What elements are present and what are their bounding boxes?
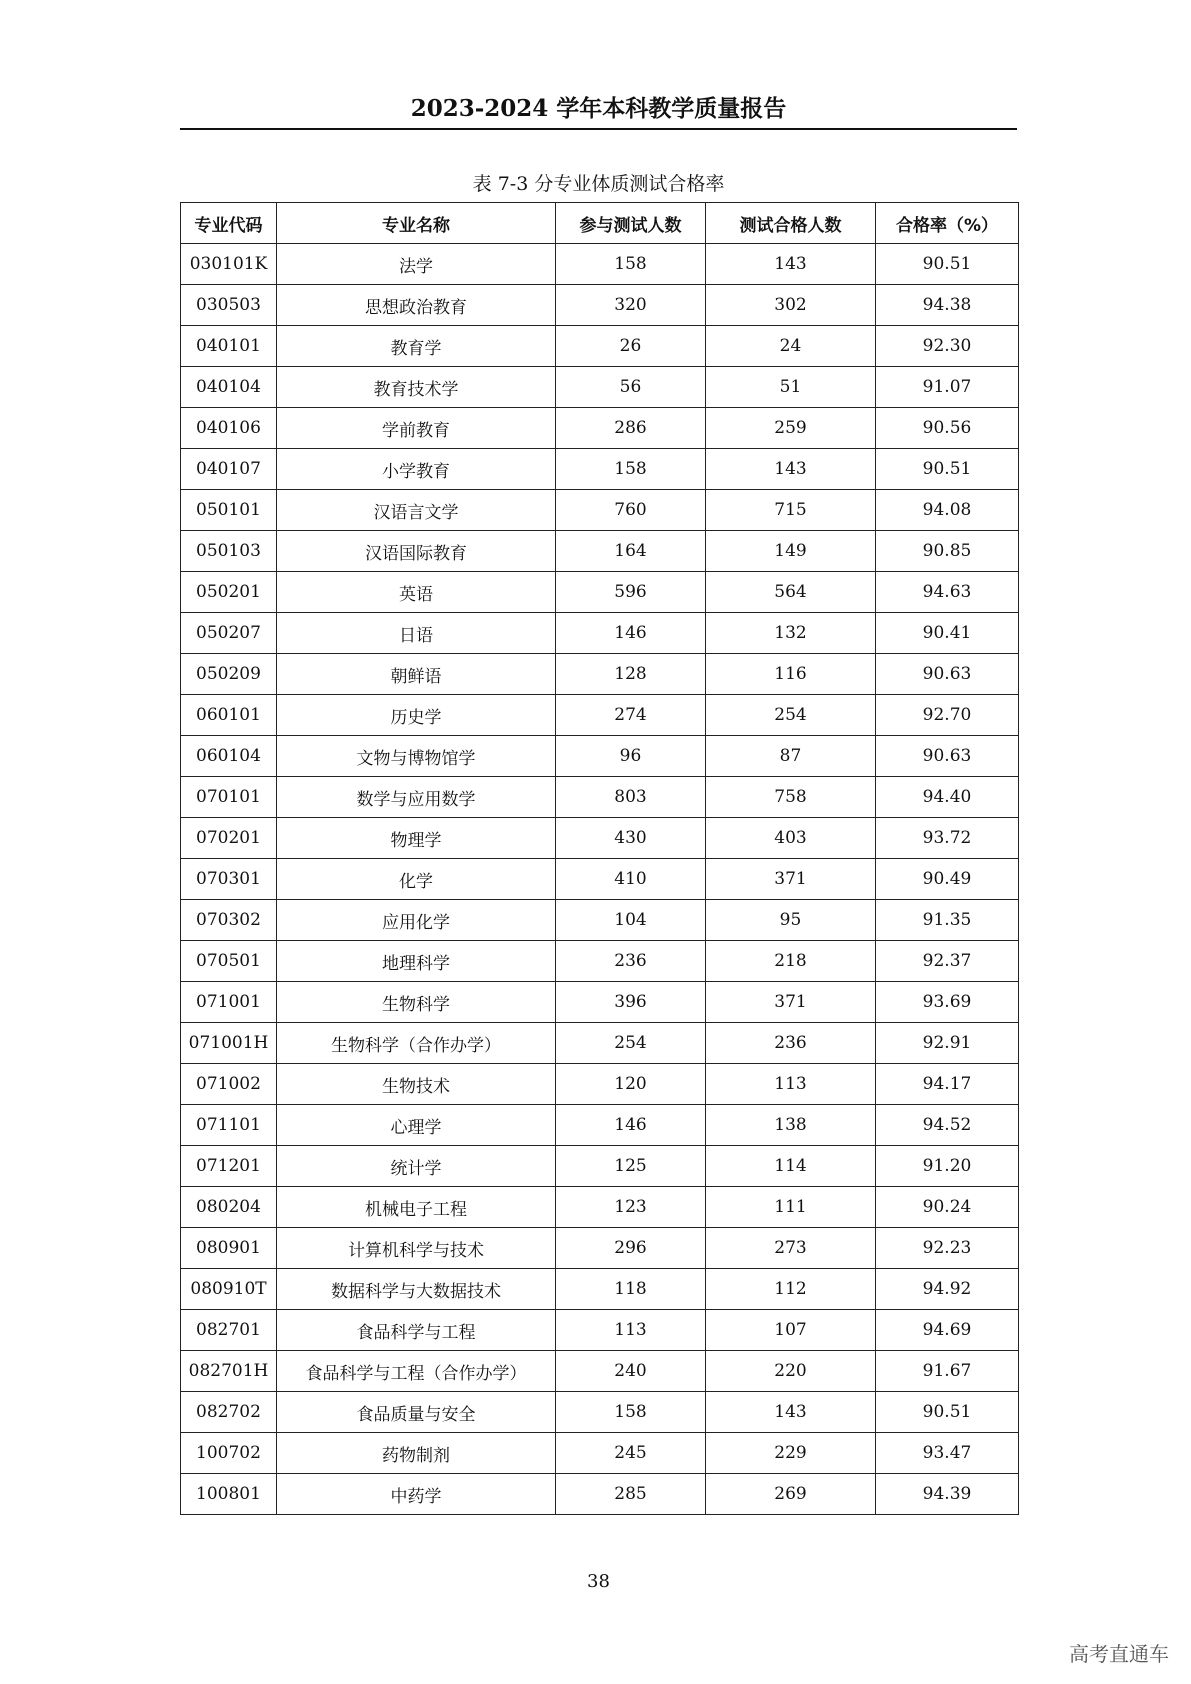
- pass-rate-cell: 94.17: [876, 1064, 1019, 1105]
- major-code-cell: 050207: [181, 613, 277, 654]
- table-row: [181, 490, 1019, 531]
- major-name-cell: 计算机科学与技术: [277, 1228, 556, 1269]
- major-name-cell: 生物科学: [277, 982, 556, 1023]
- table-row: [181, 1146, 1019, 1187]
- passed-cell: 371: [706, 859, 876, 900]
- table-row: [181, 1105, 1019, 1146]
- column-header-passed: 测试合格人数: [706, 203, 876, 244]
- passed-cell: 143: [706, 244, 876, 285]
- major-name-cell: 教育技术学: [277, 367, 556, 408]
- passed-cell: 259: [706, 408, 876, 449]
- participants-cell: 146: [556, 613, 706, 654]
- table-body: [181, 244, 1019, 1515]
- participants-cell: 245: [556, 1433, 706, 1474]
- participants-cell: 596: [556, 572, 706, 613]
- pass-rate-cell: 90.51: [876, 1392, 1019, 1433]
- major-code-cell: 060104: [181, 736, 277, 777]
- table-row: [181, 1064, 1019, 1105]
- page-title: 2023-2024 学年本科教学质量报告: [410, 95, 787, 122]
- major-name-cell: 文物与博物馆学: [277, 736, 556, 777]
- major-code-cell: 071001: [181, 982, 277, 1023]
- table-row: [181, 367, 1019, 408]
- major-name-cell: 日语: [277, 613, 556, 654]
- pass-rate-cell: 90.63: [876, 654, 1019, 695]
- major-code-cell: 050103: [181, 531, 277, 572]
- pass-rate-cell: 94.38: [876, 285, 1019, 326]
- pass-rate-cell: 93.47: [876, 1433, 1019, 1474]
- passed-cell: 564: [706, 572, 876, 613]
- participants-cell: 120: [556, 1064, 706, 1105]
- pass-rate-cell: 93.69: [876, 982, 1019, 1023]
- table-row: [181, 1474, 1019, 1515]
- pass-rate-cell: 92.70: [876, 695, 1019, 736]
- table-row: [181, 695, 1019, 736]
- table-row: [181, 244, 1019, 285]
- passed-cell: 715: [706, 490, 876, 531]
- pass-rate-cell: 94.39: [876, 1474, 1019, 1515]
- passed-cell: 24: [706, 326, 876, 367]
- passed-cell: 116: [706, 654, 876, 695]
- participants-cell: 164: [556, 531, 706, 572]
- passed-cell: 302: [706, 285, 876, 326]
- table-row: [181, 1392, 1019, 1433]
- major-code-cell: 050209: [181, 654, 277, 695]
- pass-rate-cell: 91.67: [876, 1351, 1019, 1392]
- passed-cell: 229: [706, 1433, 876, 1474]
- major-name-cell: 心理学: [277, 1105, 556, 1146]
- participants-cell: 803: [556, 777, 706, 818]
- participants-cell: 158: [556, 244, 706, 285]
- table-row: [181, 1187, 1019, 1228]
- passed-cell: 112: [706, 1269, 876, 1310]
- participants-cell: 158: [556, 449, 706, 490]
- major-code-cell: 040104: [181, 367, 277, 408]
- pass-rate-cell: 94.40: [876, 777, 1019, 818]
- pass-rate-cell: 90.85: [876, 531, 1019, 572]
- table-row: [181, 1310, 1019, 1351]
- major-name-cell: 法学: [277, 244, 556, 285]
- participants-cell: 274: [556, 695, 706, 736]
- participants-cell: 254: [556, 1023, 706, 1064]
- major-code-cell: 071002: [181, 1064, 277, 1105]
- major-code-cell: 040106: [181, 408, 277, 449]
- passed-cell: 95: [706, 900, 876, 941]
- major-code-cell: 050201: [181, 572, 277, 613]
- pass-rate-cell: 94.63: [876, 572, 1019, 613]
- page-number: 38: [587, 1571, 610, 1592]
- major-name-cell: 统计学: [277, 1146, 556, 1187]
- watermark-logo-text: 高考直通车: [1069, 1642, 1169, 1666]
- passed-cell: 143: [706, 1392, 876, 1433]
- passed-cell: 218: [706, 941, 876, 982]
- column-header-major-code: 专业代码: [181, 203, 277, 244]
- passed-cell: 87: [706, 736, 876, 777]
- major-code-cell: 050101: [181, 490, 277, 531]
- table-row: [181, 818, 1019, 859]
- major-name-cell: 食品科学与工程: [277, 1310, 556, 1351]
- passed-cell: 111: [706, 1187, 876, 1228]
- major-name-cell: 药物制剂: [277, 1433, 556, 1474]
- pass-rate-cell: 94.92: [876, 1269, 1019, 1310]
- major-name-cell: 生物科学（合作办学）: [277, 1023, 556, 1064]
- major-name-cell: 汉语国际教育: [277, 531, 556, 572]
- pass-rate-cell: 92.37: [876, 941, 1019, 982]
- participants-cell: 123: [556, 1187, 706, 1228]
- pass-rate-cell: 94.69: [876, 1310, 1019, 1351]
- pass-rate-cell: 92.91: [876, 1023, 1019, 1064]
- participants-cell: 240: [556, 1351, 706, 1392]
- table-row: [181, 982, 1019, 1023]
- pass-rate-cell: 90.24: [876, 1187, 1019, 1228]
- major-code-cell: 071101: [181, 1105, 277, 1146]
- participants-cell: 430: [556, 818, 706, 859]
- passed-cell: 149: [706, 531, 876, 572]
- passed-cell: 114: [706, 1146, 876, 1187]
- table-row: [181, 572, 1019, 613]
- passed-cell: 254: [706, 695, 876, 736]
- pass-rate-cell: 91.35: [876, 900, 1019, 941]
- table-row: [181, 736, 1019, 777]
- passed-cell: 758: [706, 777, 876, 818]
- participants-cell: 104: [556, 900, 706, 941]
- pass-rate-cell: 90.51: [876, 244, 1019, 285]
- major-code-cell: 030503: [181, 285, 277, 326]
- major-name-cell: 物理学: [277, 818, 556, 859]
- passed-cell: 113: [706, 1064, 876, 1105]
- participants-cell: 56: [556, 367, 706, 408]
- passed-cell: 138: [706, 1105, 876, 1146]
- pass-rate-cell: 90.41: [876, 613, 1019, 654]
- major-code-cell: 070501: [181, 941, 277, 982]
- participants-cell: 285: [556, 1474, 706, 1515]
- table-row: [181, 1433, 1019, 1474]
- major-code-cell: 040107: [181, 449, 277, 490]
- major-name-cell: 机械电子工程: [277, 1187, 556, 1228]
- major-name-cell: 英语: [277, 572, 556, 613]
- major-name-cell: 教育学: [277, 326, 556, 367]
- table-header-row: [181, 203, 1019, 244]
- major-name-cell: 数学与应用数学: [277, 777, 556, 818]
- major-name-cell: 朝鲜语: [277, 654, 556, 695]
- major-name-cell: 中药学: [277, 1474, 556, 1515]
- major-name-cell: 食品科学与工程（合作办学）: [277, 1351, 556, 1392]
- participants-cell: 760: [556, 490, 706, 531]
- participants-cell: 113: [556, 1310, 706, 1351]
- table-row: [181, 1269, 1019, 1310]
- table-caption: 表 7-3 分专业体质测试合格率: [472, 173, 725, 195]
- major-code-cell: 040101: [181, 326, 277, 367]
- major-code-cell: 080204: [181, 1187, 277, 1228]
- table-row: [181, 900, 1019, 941]
- major-code-cell: 071201: [181, 1146, 277, 1187]
- major-name-cell: 小学教育: [277, 449, 556, 490]
- participants-cell: 158: [556, 1392, 706, 1433]
- participants-cell: 146: [556, 1105, 706, 1146]
- major-code-cell: 100801: [181, 1474, 277, 1515]
- major-name-cell: 汉语言文学: [277, 490, 556, 531]
- major-name-cell: 食品质量与安全: [277, 1392, 556, 1433]
- major-code-cell: 071001H: [181, 1023, 277, 1064]
- column-header-pass-rate: 合格率（%）: [876, 203, 1019, 244]
- table-row: [181, 941, 1019, 982]
- major-name-cell: 数据科学与大数据技术: [277, 1269, 556, 1310]
- column-header-participants: 参与测试人数: [556, 203, 706, 244]
- column-header-major-name: 专业名称: [277, 203, 556, 244]
- table-row: [181, 613, 1019, 654]
- header-divider: [180, 128, 1017, 130]
- major-code-cell: 080901: [181, 1228, 277, 1269]
- major-code-cell: 030101K: [181, 244, 277, 285]
- major-name-cell: 历史学: [277, 695, 556, 736]
- pass-rate-cell: 90.56: [876, 408, 1019, 449]
- major-code-cell: 070301: [181, 859, 277, 900]
- participants-cell: 128: [556, 654, 706, 695]
- table-row: [181, 531, 1019, 572]
- table-row: [181, 1023, 1019, 1064]
- passed-cell: 107: [706, 1310, 876, 1351]
- participants-cell: 236: [556, 941, 706, 982]
- passed-cell: 220: [706, 1351, 876, 1392]
- participants-cell: 26: [556, 326, 706, 367]
- major-name-cell: 应用化学: [277, 900, 556, 941]
- major-code-cell: 082701H: [181, 1351, 277, 1392]
- major-code-cell: 060101: [181, 695, 277, 736]
- participants-cell: 118: [556, 1269, 706, 1310]
- pass-rate-cell: 90.51: [876, 449, 1019, 490]
- major-code-cell: 100702: [181, 1433, 277, 1474]
- pass-rate-cell: 92.30: [876, 326, 1019, 367]
- pass-rate-cell: 91.20: [876, 1146, 1019, 1187]
- table-row: [181, 1351, 1019, 1392]
- pass-rate-cell: 94.52: [876, 1105, 1019, 1146]
- passed-cell: 371: [706, 982, 876, 1023]
- table-row: [181, 285, 1019, 326]
- table-row: [181, 777, 1019, 818]
- table-row: [181, 859, 1019, 900]
- major-name-cell: 生物技术: [277, 1064, 556, 1105]
- pass-rate-cell: 92.23: [876, 1228, 1019, 1269]
- major-code-cell: 082702: [181, 1392, 277, 1433]
- participants-cell: 320: [556, 285, 706, 326]
- pass-rate-cell: 90.63: [876, 736, 1019, 777]
- table-row: [181, 326, 1019, 367]
- participants-cell: 410: [556, 859, 706, 900]
- major-code-cell: 070101: [181, 777, 277, 818]
- major-code-cell: 082701: [181, 1310, 277, 1351]
- pass-rate-cell: 91.07: [876, 367, 1019, 408]
- passed-cell: 51: [706, 367, 876, 408]
- passed-cell: 143: [706, 449, 876, 490]
- participants-cell: 296: [556, 1228, 706, 1269]
- major-code-cell: 080910T: [181, 1269, 277, 1310]
- passed-cell: 269: [706, 1474, 876, 1515]
- passed-cell: 132: [706, 613, 876, 654]
- major-code-cell: 070201: [181, 818, 277, 859]
- pass-rate-cell: 90.49: [876, 859, 1019, 900]
- major-name-cell: 思想政治教育: [277, 285, 556, 326]
- passed-cell: 236: [706, 1023, 876, 1064]
- pass-rate-cell: 93.72: [876, 818, 1019, 859]
- table-row: [181, 654, 1019, 695]
- pass-rate-table: [180, 202, 1019, 1515]
- participants-cell: 286: [556, 408, 706, 449]
- major-name-cell: 化学: [277, 859, 556, 900]
- participants-cell: 396: [556, 982, 706, 1023]
- table-row: [181, 408, 1019, 449]
- participants-cell: 96: [556, 736, 706, 777]
- pass-rate-cell: 94.08: [876, 490, 1019, 531]
- table-row: [181, 449, 1019, 490]
- major-name-cell: 地理科学: [277, 941, 556, 982]
- table-row: [181, 1228, 1019, 1269]
- passed-cell: 403: [706, 818, 876, 859]
- participants-cell: 125: [556, 1146, 706, 1187]
- major-code-cell: 070302: [181, 900, 277, 941]
- passed-cell: 273: [706, 1228, 876, 1269]
- major-name-cell: 学前教育: [277, 408, 556, 449]
